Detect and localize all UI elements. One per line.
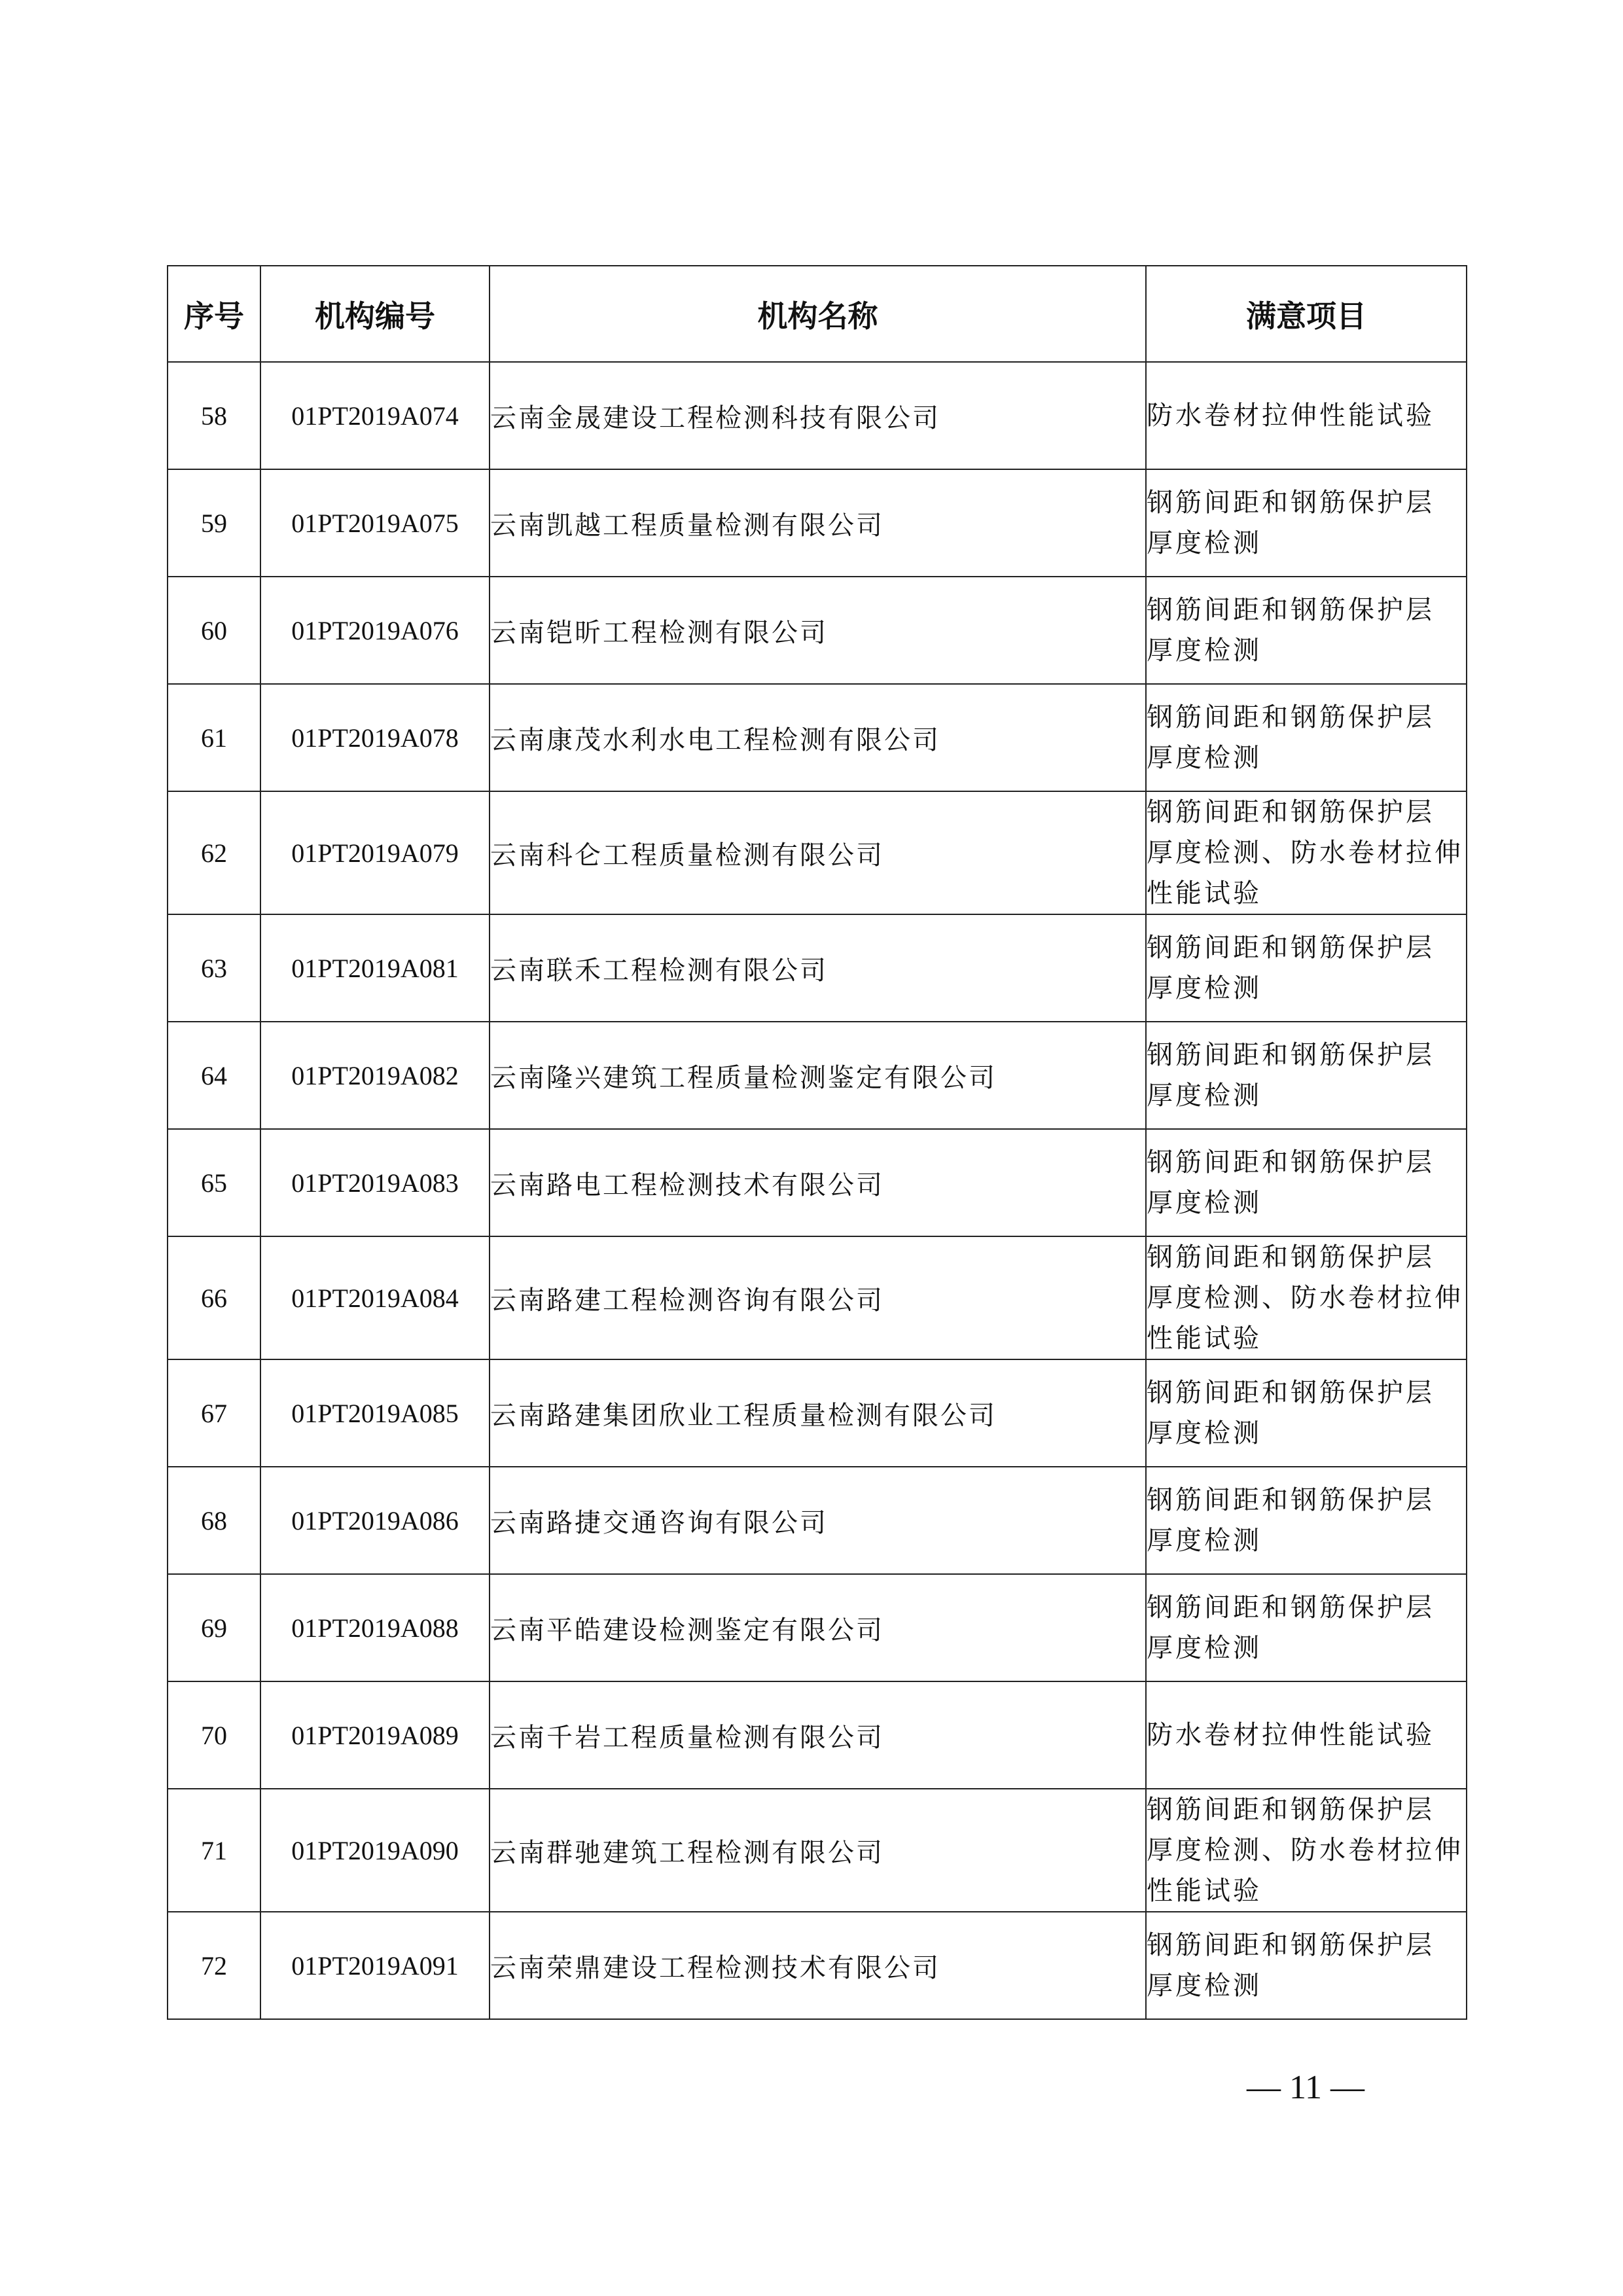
row-item-line: 钢筋间距和钢筋保护层 xyxy=(1147,933,1435,963)
page-number: — 11 — xyxy=(1246,2069,1365,2106)
header-code: 机构编号 xyxy=(260,266,490,362)
row-code: 01PT2019A082 xyxy=(260,1022,490,1129)
row-code: 01PT2019A081 xyxy=(260,914,490,1022)
row-name: 云南铠昕工程检测有限公司 xyxy=(490,577,1146,684)
row-index: 68 xyxy=(168,1467,260,1574)
row-name: 云南凯越工程质量检测有限公司 xyxy=(490,469,1146,577)
table-row xyxy=(168,362,1467,469)
row-item-line: 厚度检测 xyxy=(1147,636,1262,666)
row-code: 01PT2019A089 xyxy=(260,1681,490,1789)
table-row xyxy=(168,577,1467,684)
table-row xyxy=(168,1236,1467,1359)
row-code: 01PT2019A090 xyxy=(260,1789,490,1912)
row-index: 58 xyxy=(168,362,260,469)
row-code: 01PT2019A085 xyxy=(260,1359,490,1467)
row-item-line: 厚度检测 xyxy=(1147,743,1262,773)
header-index: 序号 xyxy=(168,266,260,362)
row-name: 云南联禾工程检测有限公司 xyxy=(490,914,1146,1022)
row-item-line: 钢筋间距和钢筋保护层 xyxy=(1147,1930,1435,1960)
row-code: 01PT2019A075 xyxy=(260,469,490,577)
row-item xyxy=(1146,1912,1467,2019)
table-row xyxy=(168,1574,1467,1681)
row-item-line: 性能试验 xyxy=(1147,1323,1262,1354)
row-item-line: 钢筋间距和钢筋保护层 xyxy=(1147,488,1435,518)
row-name: 云南平皓建设检测鉴定有限公司 xyxy=(490,1574,1146,1681)
row-index: 70 xyxy=(168,1681,260,1789)
row-item-line: 钢筋间距和钢筋保护层 xyxy=(1147,797,1435,827)
row-code: 01PT2019A086 xyxy=(260,1467,490,1574)
row-item-line: 钢筋间距和钢筋保护层 xyxy=(1147,1592,1435,1623)
row-index: 67 xyxy=(168,1359,260,1467)
row-name: 云南隆兴建筑工程质量检测鉴定有限公司 xyxy=(490,1022,1146,1129)
row-code: 01PT2019A088 xyxy=(260,1574,490,1681)
row-code: 01PT2019A076 xyxy=(260,577,490,684)
header-item: 满意项目 xyxy=(1146,266,1467,362)
row-item-line: 厚度检测 xyxy=(1147,973,1262,1003)
header-name: 机构名称 xyxy=(490,266,1146,362)
row-item-line: 钢筋间距和钢筋保护层 xyxy=(1147,1147,1435,1177)
row-index: 64 xyxy=(168,1022,260,1129)
row-item-line: 性能试验 xyxy=(1147,1876,1262,1906)
row-index: 71 xyxy=(168,1789,260,1912)
row-item-line: 厚度检测 xyxy=(1147,1971,1262,2001)
row-item xyxy=(1146,469,1467,577)
table-row xyxy=(168,1359,1467,1467)
row-item-line: 钢筋间距和钢筋保护层 xyxy=(1147,1485,1435,1515)
row-item xyxy=(1146,1022,1467,1129)
row-index: 69 xyxy=(168,1574,260,1681)
row-item-line: 厚度检测、防水卷材拉伸 xyxy=(1147,1283,1463,1313)
row-item xyxy=(1146,1789,1467,1912)
row-code: 01PT2019A074 xyxy=(260,362,490,469)
row-name: 云南金晟建设工程检测科技有限公司 xyxy=(490,362,1146,469)
row-name: 云南路建集团欣业工程质量检测有限公司 xyxy=(490,1359,1146,1467)
row-item xyxy=(1146,1359,1467,1467)
row-item xyxy=(1146,914,1467,1022)
row-code: 01PT2019A079 xyxy=(260,791,490,914)
table-row xyxy=(168,1467,1467,1574)
row-index: 63 xyxy=(168,914,260,1022)
row-item-line: 厚度检测 xyxy=(1147,1633,1262,1663)
row-name: 云南路建工程检测咨询有限公司 xyxy=(490,1236,1146,1359)
row-index: 59 xyxy=(168,469,260,577)
row-item-line: 厚度检测 xyxy=(1147,1188,1262,1218)
row-code: 01PT2019A091 xyxy=(260,1912,490,2019)
table-row xyxy=(168,469,1467,577)
table-row xyxy=(168,1129,1467,1236)
table-row xyxy=(168,1681,1467,1789)
row-name: 云南千岩工程质量检测有限公司 xyxy=(490,1681,1146,1789)
row-index: 65 xyxy=(168,1129,260,1236)
row-item-line: 厚度检测、防水卷材拉伸 xyxy=(1147,838,1463,868)
row-code: 01PT2019A083 xyxy=(260,1129,490,1236)
row-item xyxy=(1146,577,1467,684)
row-index: 72 xyxy=(168,1912,260,2019)
row-item-line: 钢筋间距和钢筋保护层 xyxy=(1147,1040,1435,1070)
row-item xyxy=(1146,1236,1467,1359)
row-index: 61 xyxy=(168,684,260,791)
row-code: 01PT2019A084 xyxy=(260,1236,490,1359)
row-item-line: 厚度检测 xyxy=(1147,1526,1262,1556)
row-name: 云南荣鼎建设工程检测技术有限公司 xyxy=(490,1912,1146,2019)
row-item xyxy=(1146,791,1467,914)
row-item-line: 钢筋间距和钢筋保护层 xyxy=(1147,1795,1435,1825)
table-row xyxy=(168,791,1467,914)
table-row xyxy=(168,1789,1467,1912)
row-item xyxy=(1146,684,1467,791)
row-item xyxy=(1146,1681,1467,1789)
row-item-line: 钢筋间距和钢筋保护层 xyxy=(1147,702,1435,732)
table-header-row xyxy=(168,266,1467,362)
row-item xyxy=(1146,1129,1467,1236)
row-name: 云南科仑工程质量检测有限公司 xyxy=(490,791,1146,914)
table-row xyxy=(168,914,1467,1022)
row-index: 60 xyxy=(168,577,260,684)
row-item-line: 防水卷材拉伸性能试验 xyxy=(1147,1720,1435,1750)
row-item xyxy=(1146,1467,1467,1574)
row-name: 云南群驰建筑工程检测有限公司 xyxy=(490,1789,1146,1912)
row-item-line: 钢筋间距和钢筋保护层 xyxy=(1147,595,1435,625)
row-name: 云南路电工程检测技术有限公司 xyxy=(490,1129,1146,1236)
row-item-line: 钢筋间距和钢筋保护层 xyxy=(1147,1378,1435,1408)
row-item-line: 厚度检测 xyxy=(1147,528,1262,558)
table-row xyxy=(168,1022,1467,1129)
row-item-line: 厚度检测、防水卷材拉伸 xyxy=(1147,1835,1463,1865)
row-code: 01PT2019A078 xyxy=(260,684,490,791)
row-item-line: 性能试验 xyxy=(1147,878,1262,908)
row-item-line: 厚度检测 xyxy=(1147,1081,1262,1111)
row-item xyxy=(1146,1574,1467,1681)
row-name: 云南路捷交通咨询有限公司 xyxy=(490,1467,1146,1574)
row-index: 62 xyxy=(168,791,260,914)
results-table xyxy=(167,265,1467,2020)
row-item xyxy=(1146,362,1467,469)
row-name: 云南康茂水利水电工程检测有限公司 xyxy=(490,684,1146,791)
row-item-line: 厚度检测 xyxy=(1147,1418,1262,1448)
row-item-line: 钢筋间距和钢筋保护层 xyxy=(1147,1242,1435,1272)
table-row xyxy=(168,1912,1467,2019)
table-row xyxy=(168,684,1467,791)
row-index: 66 xyxy=(168,1236,260,1359)
row-item-line: 防水卷材拉伸性能试验 xyxy=(1147,401,1435,431)
